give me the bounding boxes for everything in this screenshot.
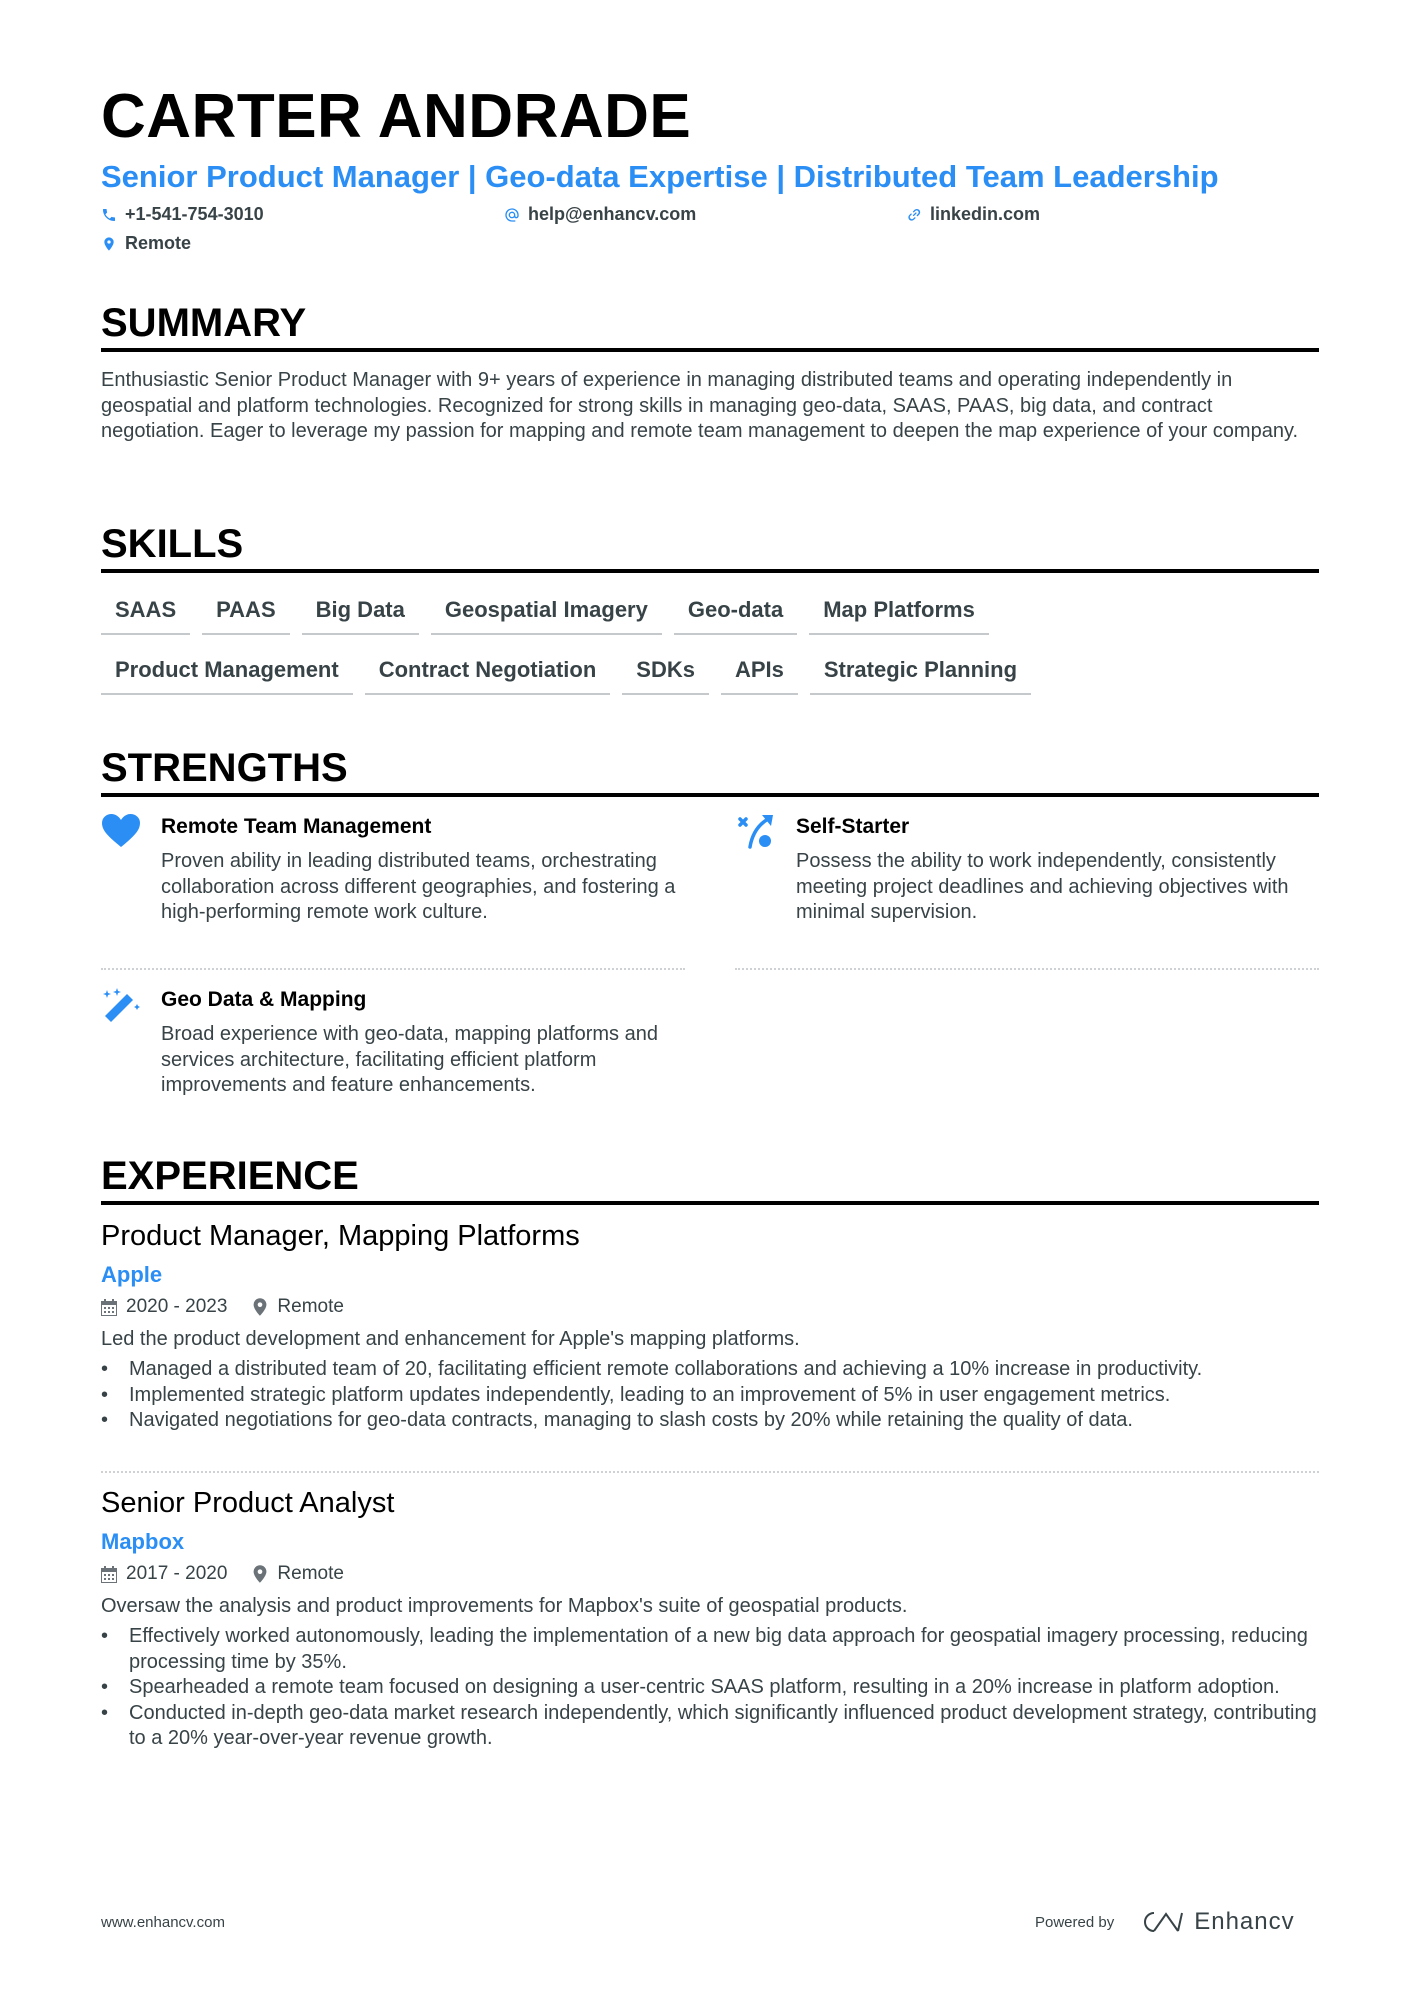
company-name: Apple [101, 1262, 163, 1287]
skill-tag: APIs [721, 657, 798, 695]
contact-phone [101, 204, 264, 225]
calendar-icon [101, 1566, 117, 1583]
section-divider [101, 569, 1319, 573]
strength-title: Geo Data & Mapping [161, 988, 367, 1011]
bullet-item: • Effectively worked autonomously, leading the implementation of a new big data approach for geospatial imagery processing, reducing processing time by 35%. [101, 1624, 1319, 1675]
footer-website[interactable]: www.enhancv.com [101, 1914, 225, 1931]
bullet-item: • Implemented strategic platform updates independently, leading to an improvement of 5% in user engagement metrics. [101, 1383, 1319, 1409]
bullet-item: • Conducted in-depth geo-data market research independently, which significantly influenced product development strategy, contributing to a 20% year-over-year revenue growth. [101, 1701, 1319, 1752]
skills-row-2 [101, 657, 1319, 695]
strength-divider [101, 968, 685, 970]
candidate-name: CARTER ANDRADE [101, 82, 692, 151]
job-description: Led the product development and enhancement for Apple's mapping platforms. [101, 1328, 800, 1350]
section-divider [101, 1201, 1319, 1205]
strategy-play-icon [736, 813, 776, 849]
strength-item [101, 986, 686, 1106]
job-bullets [101, 1624, 1319, 1752]
skill-tag: SAAS [101, 597, 190, 635]
job-title: Product Manager, Mapping Platforms [101, 1220, 580, 1252]
job-description: Oversaw the analysis and product improvements for Mapbox's suite of geospatial products. [101, 1595, 908, 1617]
section-divider [101, 348, 1319, 352]
job-location: Remote [277, 1563, 344, 1584]
contact-email[interactable] [504, 204, 696, 225]
job-dates: 2017 - 2020 [126, 1563, 228, 1584]
heart-icon [101, 813, 141, 849]
enhancv-logo[interactable] [1140, 1908, 1294, 1936]
strength-divider [735, 968, 1319, 970]
location-pin-icon [253, 1298, 267, 1316]
strength-description: Proven ability in leading distributed teams, orchestrating collaboration across different geographies, and fostering a high-performing remote work culture. [161, 850, 676, 924]
skills-row-1 [101, 597, 1319, 635]
job-location: Remote [277, 1296, 344, 1317]
bullet-item: • Navigated negotiations for geo-data contracts, managing to slash costs by 20% while retaining the quality of data. [101, 1408, 1319, 1434]
bullet-item: • Spearheaded a remote team focused on designing a user-centric SAAS platform, resulting in a 20% increase in platform adoption. [101, 1675, 1319, 1701]
brand-name: Enhancv [1194, 1908, 1295, 1935]
skill-tag: Strategic Planning [810, 657, 1031, 695]
company-name: Mapbox [101, 1529, 185, 1554]
powered-by-text: Powered by [1035, 1913, 1115, 1931]
strength-description: Possess the ability to work independently, consistently meeting project deadlines and achieving objectives with minimal supervision. [796, 850, 1289, 924]
job-meta [101, 1563, 344, 1585]
footer-branding [1035, 1908, 1295, 1936]
location-pin-icon [101, 236, 117, 252]
calendar-icon [101, 1299, 117, 1316]
summary-text: Enthusiastic Senior Product Manager with 9+ years of experience in managing distributed teams and operating independently in geospatial and platform technologies. Recognized for strong skills in managing geo-data, SAAS, PAAS, big data, and contract negotiation. Eager to leverage my passion for mapping and remote team management to deepen the map experience of your company. [101, 369, 1299, 443]
link-text: linkedin.com [930, 204, 1041, 224]
phone-icon [101, 207, 117, 223]
strength-title: Self-Starter [796, 815, 910, 838]
section-title-summary: SUMMARY [101, 301, 307, 345]
magic-wand-icon [101, 986, 141, 1022]
contact-link[interactable] [906, 204, 1040, 225]
strength-title: Remote Team Management [161, 815, 432, 838]
location-pin-icon [253, 1565, 267, 1583]
skill-tag: SDKs [622, 657, 709, 695]
job-divider [101, 1471, 1319, 1473]
strength-description: Broad experience with geo-data, mapping platforms and services architecture, facilitating efficient platform improvements and feature enhancements. [161, 1023, 658, 1097]
section-title-strengths: STRENGTHS [101, 746, 348, 790]
skill-tag: Map Platforms [809, 597, 989, 635]
skill-tag: PAAS [202, 597, 290, 635]
section-title-experience: EXPERIENCE [101, 1154, 359, 1198]
skill-tag: Contract Negotiation [365, 657, 611, 695]
skill-tag: Product Management [101, 657, 353, 695]
job-dates: 2020 - 2023 [126, 1296, 228, 1317]
bullet-item: • Managed a distributed team of 20, facilitating efficient remote collaborations and achieving a 10% increase in productivity. [101, 1357, 1319, 1383]
at-icon [504, 207, 520, 223]
link-icon [906, 207, 922, 223]
enhancv-logo-icon [1140, 1910, 1184, 1934]
job-title: Senior Product Analyst [101, 1487, 395, 1519]
email-text: help@enhancv.com [528, 204, 697, 224]
phone-text: +1-541-754-3010 [125, 204, 264, 224]
section-divider [101, 793, 1319, 797]
skill-tag: Big Data [302, 597, 419, 635]
skill-tag: Geospatial Imagery [431, 597, 662, 635]
job-meta [101, 1296, 344, 1318]
job-bullets [101, 1357, 1319, 1434]
strength-item [101, 813, 686, 953]
contact-location [101, 233, 191, 254]
section-title-skills: SKILLS [101, 522, 244, 566]
skill-tag: Geo-data [674, 597, 797, 635]
headline: Senior Product Manager | Geo-data Expertise | Distributed Team Leadership [101, 159, 1219, 194]
strength-item [736, 813, 1321, 953]
location-text: Remote [125, 233, 192, 253]
